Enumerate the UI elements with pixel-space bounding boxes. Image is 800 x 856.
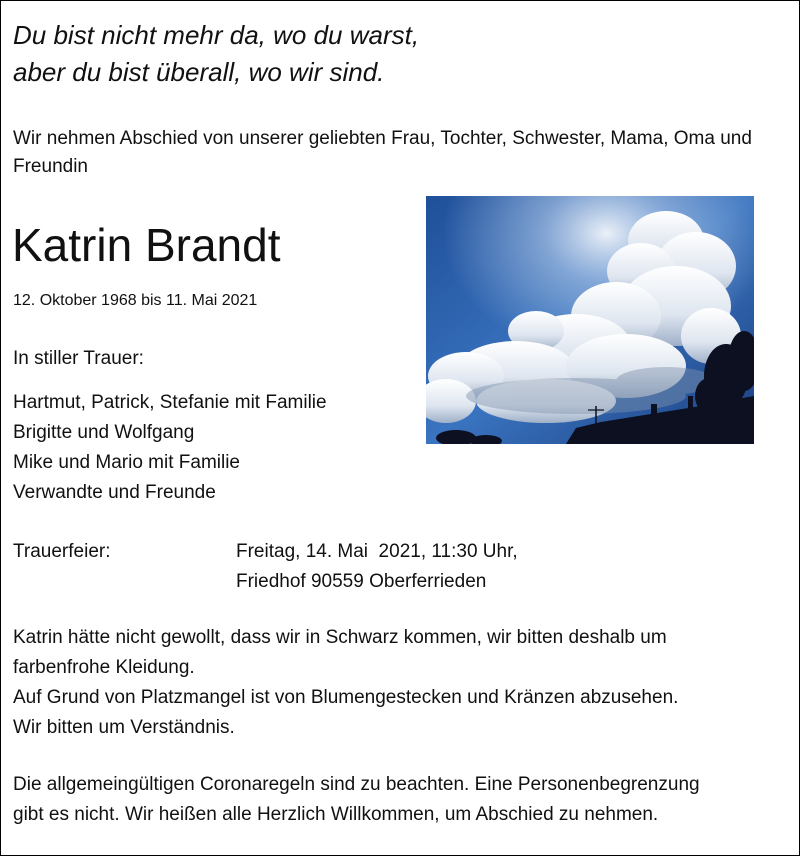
corona-rules-note bbox=[13, 770, 793, 830]
cloud-photo bbox=[426, 196, 754, 444]
mourner-entry: Verwandte und Freunde bbox=[13, 482, 216, 503]
corona-line: gibt es nicht. Wir heißen alle Herzlich Willkommen, um Abschied zu nehmen. bbox=[13, 804, 659, 825]
corona-line: Die allgemeingültigen Coronaregeln sind zu beachten. Eine Personenbegrenzung bbox=[13, 774, 700, 795]
note-line: Wir bitten um Verständnis. bbox=[13, 717, 235, 738]
mourner-entry: Hartmut, Patrick, Stefanie mit Familie bbox=[13, 392, 327, 413]
mourning-heading: In stiller Trauer: bbox=[13, 348, 144, 369]
ceremony-label: Trauerfeier: bbox=[13, 541, 111, 562]
ceremony-location: Friedhof 90559 Oberferrieden bbox=[236, 571, 487, 592]
note-line: farbenfrohe Kleidung. bbox=[13, 657, 195, 678]
ceremony-details bbox=[236, 537, 518, 597]
mourner-entry: Brigitte und Wolfgang bbox=[13, 422, 195, 443]
deceased-name: Katrin Brandt bbox=[12, 219, 281, 271]
motto-quote bbox=[13, 17, 419, 91]
motto-line-2: aber du bist überall, wo wir sind. bbox=[13, 57, 385, 87]
mourner-entry: Mike und Mario mit Familie bbox=[13, 452, 240, 473]
intro-text: Wir nehmen Abschied von unserer geliebten Frau, Tochter, Schwester, Mama, Oma und Freundin bbox=[13, 128, 752, 177]
cloud-photo-image bbox=[426, 196, 754, 444]
dress-and-flowers-notes bbox=[13, 623, 793, 743]
note-line: Auf Grund von Platzmangel ist von Blumengestecken und Kränzen abzusehen. bbox=[13, 687, 679, 708]
life-dates: 12. Oktober 1968 bis 11. Mai 2021 bbox=[13, 292, 258, 309]
ceremony-datetime: Freitag, 14. Mai 2021, 11:30 Uhr, bbox=[236, 541, 518, 562]
note-line: Katrin hätte nicht gewollt, dass wir in Schwarz kommen, wir bitten deshalb um bbox=[13, 627, 667, 648]
motto-line-1: Du bist nicht mehr da, wo du warst, bbox=[13, 20, 420, 50]
mourners-list bbox=[13, 388, 327, 508]
